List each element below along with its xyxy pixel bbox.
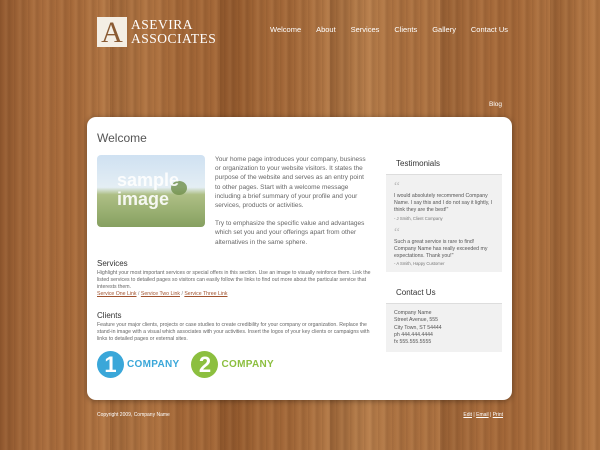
quote-icon: “ bbox=[394, 223, 400, 239]
logo-line-1: ASEVIRA bbox=[131, 17, 194, 32]
quote-icon: “ bbox=[394, 178, 400, 193]
client-logos bbox=[97, 351, 286, 378]
footer-separator: | bbox=[473, 412, 477, 418]
testimonial-author: - A Smith, Happy Customer bbox=[394, 261, 445, 267]
nav-services[interactable]: Services bbox=[350, 25, 380, 34]
footer-separator: | bbox=[490, 412, 493, 418]
logo-text bbox=[131, 18, 216, 46]
testimonials-box bbox=[386, 175, 502, 272]
intro-paragraph-1: Your home page introduces your company, business or organization to your website visitors. It states the purpose of the website and serves as an entry point to other pages. Start with a welcome message including a brief summary of your profile and your services, products or activities. bbox=[215, 156, 366, 210]
company-logo-2[interactable] bbox=[191, 351, 273, 378]
page-title: Welcome bbox=[97, 131, 147, 145]
main-nav bbox=[270, 25, 508, 34]
testimonials-title: Testimonials bbox=[386, 155, 502, 175]
testimonial-text: I would absolutely recommend Company Name. I say this and I do not say it lightly, I think they are the best!" bbox=[394, 193, 493, 214]
clients-text: Feature your major clients, projects or case studies to create credibility for your company or organization. Replace the stand-in image with a visual which associates with your activities. Insert the logos of your key clients or campaigns with links to detailed pages or external sites. bbox=[97, 322, 370, 343]
clients-title: Clients bbox=[97, 311, 122, 320]
logo[interactable] bbox=[97, 17, 216, 47]
print-link[interactable]: Print bbox=[492, 412, 503, 418]
sample-text-line-1: sample bbox=[117, 170, 180, 190]
service-three-link[interactable]: Service Three Link bbox=[184, 291, 228, 298]
edit-link[interactable]: Edit bbox=[463, 412, 473, 418]
welcome-intro bbox=[215, 155, 367, 256]
contact-line: fx 555.555.5555 bbox=[394, 339, 432, 346]
content-panel bbox=[87, 117, 512, 400]
email-link[interactable]: Email bbox=[476, 412, 489, 418]
service-one-link[interactable]: Service One Link bbox=[97, 291, 137, 298]
contact-section bbox=[386, 284, 502, 352]
service-two-link[interactable]: Service Two Link bbox=[140, 291, 180, 298]
company-2-badge: 2 bbox=[191, 351, 218, 378]
clients-section bbox=[97, 311, 377, 343]
link-separator: / bbox=[137, 291, 141, 298]
contact-line: ph 444.444.4444 bbox=[394, 331, 433, 338]
sample-image bbox=[97, 155, 205, 227]
contact-title: Contact Us bbox=[386, 284, 502, 304]
contact-line: Company Name bbox=[394, 310, 432, 317]
services-title: Services bbox=[97, 259, 128, 268]
company-1-badge: 1 bbox=[97, 351, 124, 378]
testimonial-author: - J Smith, Client Company bbox=[394, 215, 443, 221]
company-2-name: COMPANY bbox=[221, 359, 274, 370]
company-logo-1[interactable] bbox=[97, 351, 179, 378]
services-section bbox=[97, 259, 377, 297]
blog-link[interactable]: Blog bbox=[488, 101, 502, 108]
contact-line: City Town, ST 54444 bbox=[394, 324, 442, 331]
contact-line: Street Avenue, 555 bbox=[394, 317, 439, 324]
services-text: Highlight your most important services or special offers in this section. Use an image to visually reinforce them. Link the listed services to detailed pages so visitors can easily follow the links to find out more about the particular service that interests them. bbox=[97, 270, 371, 291]
logo-mark: A bbox=[97, 17, 127, 47]
nav-clients[interactable]: Clients bbox=[394, 25, 418, 34]
nav-welcome[interactable]: Welcome bbox=[270, 25, 302, 34]
footer-links bbox=[463, 412, 503, 418]
company-1-name: COMPANY bbox=[127, 359, 180, 370]
nav-contact-us[interactable]: Contact Us bbox=[470, 25, 508, 34]
nav-about[interactable]: About bbox=[316, 25, 336, 34]
sample-text-line-2: image bbox=[117, 189, 170, 209]
sample-image-text bbox=[117, 171, 179, 209]
sidebar bbox=[386, 155, 502, 352]
testimonial-text: Such a great service is rare to find! Company Name has really exceeded my expectations. Thank you!" bbox=[394, 238, 488, 260]
contact-address bbox=[386, 304, 502, 352]
nav-gallery[interactable]: Gallery bbox=[432, 25, 456, 34]
link-separator: / bbox=[181, 291, 185, 298]
logo-line-2: ASSOCIATES bbox=[131, 31, 217, 46]
copyright: Copyright 2009, Company Name bbox=[97, 412, 170, 418]
intro-paragraph-2: Try to emphasize the specific value and advantages which set you and your offerings apart from other alternatives in the same sphere. bbox=[215, 220, 365, 246]
service-links bbox=[97, 291, 377, 297]
